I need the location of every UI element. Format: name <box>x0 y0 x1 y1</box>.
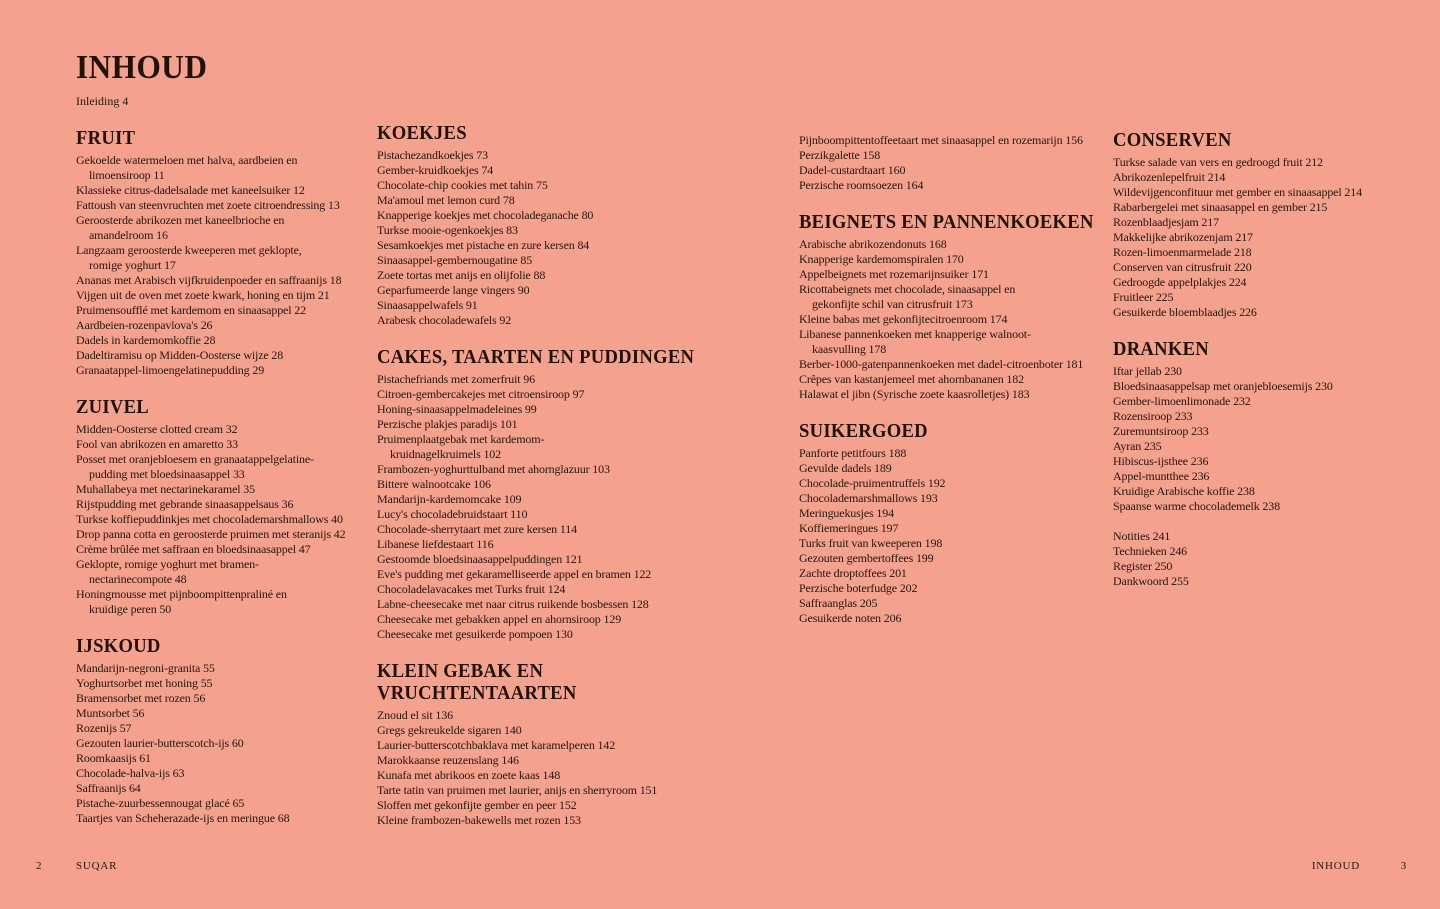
toc-entry <box>76 198 376 213</box>
toc-entry <box>1113 409 1433 424</box>
toc-entry-line: Sinaasappelwafels 91 <box>377 298 478 312</box>
toc-entry <box>76 706 376 721</box>
section-heading: ZUIVEL <box>76 396 150 418</box>
toc-entry-line: Bittere walnootcake 106 <box>377 477 491 491</box>
toc-entry-line: Meringuekusjes 194 <box>799 506 894 520</box>
section-entries <box>799 133 1113 193</box>
toc-entry <box>76 587 376 617</box>
toc-entry-line-continuation: kaasvulling 178 <box>812 342 887 356</box>
toc-entry <box>377 537 689 552</box>
toc-entry-line: Appelbeignets met rozemarijnsuiker 171 <box>799 267 989 281</box>
toc-entry-line: Knapperige kardemomspiralen 170 <box>799 252 964 266</box>
toc-entry <box>1113 170 1433 185</box>
toc-entry-line: Turkse koffiepuddinkjes met chocolademarshmallows 40 <box>76 512 343 526</box>
toc-entry <box>377 798 689 813</box>
toc-entry <box>799 506 1113 521</box>
toc-entry <box>76 497 376 512</box>
toc-entry <box>1113 230 1433 245</box>
toc-entry-line: Roomkaasijs 61 <box>76 751 151 765</box>
toc-entry <box>377 253 689 268</box>
toc-entry-line: Pistachezandkoekjes 73 <box>377 148 488 162</box>
toc-entry <box>377 462 689 477</box>
toc-entry-line: Register 250 <box>1113 559 1173 573</box>
toc-entry-line: Kleine babas met gekonfijtecitroenroom 174 <box>799 312 1008 326</box>
toc-entry-line: Zoete tortas met anijs en olijfolie 88 <box>377 268 546 282</box>
toc-entry-line: Perzische roomsoezen 164 <box>799 178 924 192</box>
toc-entry-line-continuation: kruidnagelkruimels 102 <box>390 447 502 461</box>
toc-entry <box>377 432 689 462</box>
toc-entry-line: Gember-kruidkoekjes 74 <box>377 163 494 177</box>
toc-entry-line: Dadel-custardtaart 160 <box>799 163 906 177</box>
footer-section-label: INHOUD <box>1311 860 1360 872</box>
toc-entry-line: Fool van abrikozen en amaretto 33 <box>76 437 238 451</box>
toc-entry-line: Saffraanglas 205 <box>799 596 878 610</box>
toc-entry <box>377 783 689 798</box>
toc-entry-line: Taartjes van Scheherazade-ijs en meringue 68 <box>76 811 290 825</box>
toc-entry-line: Perzische plakjes paradijs 101 <box>377 417 518 431</box>
toc-entry-line: Fattoush van steenvruchten met zoete citroendressing 13 <box>76 198 340 212</box>
toc-entry-line: Gember-limoenlimonade 232 <box>1113 394 1251 408</box>
toc-entry-line: Gregs gekreukelde sigaren 140 <box>377 723 522 737</box>
toc-entry <box>76 422 376 437</box>
section-heading: FRUIT <box>76 127 136 149</box>
toc-entry-line: Libanese liefdestaart 116 <box>377 537 494 551</box>
section-entries <box>1113 155 1433 320</box>
toc-entry-line: Iftar jellab 230 <box>1113 364 1182 378</box>
toc-entry <box>799 372 1113 387</box>
toc-entry-line: Muntsorbet 56 <box>76 706 145 720</box>
toc-entry-line: Koffiemeringues 197 <box>799 521 899 535</box>
toc-section <box>377 346 695 642</box>
toc-entry <box>76 437 376 452</box>
toc-entry <box>377 492 689 507</box>
toc-entry-line: Kruidige Arabische koffie 238 <box>1113 484 1255 498</box>
toc-entry <box>377 238 689 253</box>
toc-entry <box>76 661 376 676</box>
toc-entry <box>799 163 1113 178</box>
toc-entry <box>377 522 689 537</box>
section-entries <box>377 708 689 828</box>
toc-entry <box>799 461 1113 476</box>
toc-entry <box>1113 200 1433 215</box>
toc-entry <box>76 288 376 303</box>
toc-entry <box>377 163 689 178</box>
toc-entry <box>1113 499 1433 514</box>
toc-entry <box>76 527 376 542</box>
footer-page-number-right: 3 <box>1400 860 1407 872</box>
toc-entry <box>1113 394 1433 409</box>
toc-entry-line: Sinaasappel-gembernougatine 85 <box>377 253 533 267</box>
toc-entry <box>377 313 689 328</box>
toc-entry-line-continuation: limoensiroop 11 <box>89 168 165 182</box>
toc-entry <box>799 267 1113 282</box>
toc-entry-line: Appel-muntthee 236 <box>1113 469 1210 483</box>
toc-entry-line: Sloffen met gekonfijte gember en peer 152 <box>377 798 577 812</box>
toc-entry <box>377 507 689 522</box>
toc-entry-line: Perzikgalette 158 <box>799 148 881 162</box>
toc-entry-line: Labne-cheesecake met naar citrus ruikende bosbessen 128 <box>377 597 649 611</box>
toc-entry-line-continuation: amandelroom 16 <box>89 228 168 242</box>
toc-entry-line: Cheesecake met gesuikerde pompoen 130 <box>377 627 573 641</box>
toc-entry-line: Pistache-zuurbessennougat glacé 65 <box>76 796 245 810</box>
toc-entry-line: Gestoomde bloedsinaasappelpuddingen 121 <box>377 552 583 566</box>
toc-entry-line: Spaanse warme chocolademelk 238 <box>1113 499 1280 513</box>
section-heading: KOEKJES <box>377 122 467 144</box>
toc-entry <box>377 208 689 223</box>
section-entries <box>377 372 689 642</box>
toc-entry-line: Dadeltiramisu op Midden-Oosterse wijze 28 <box>76 348 284 362</box>
toc-entry <box>76 183 376 198</box>
toc-entry-line: Abrikozenlepelfruit 214 <box>1113 170 1226 184</box>
toc-entry-line: Arabesk chocoladewafels 92 <box>377 313 512 327</box>
toc-entry <box>377 268 689 283</box>
toc-entry <box>76 273 376 288</box>
toc-entry <box>377 298 689 313</box>
toc-entry <box>76 766 376 781</box>
toc-entry-line-continuation: nectarinecompote 48 <box>89 572 187 586</box>
toc-entry <box>799 312 1113 327</box>
toc-entry-line: Chocolade-sherrytaart met zure kersen 114 <box>377 522 577 536</box>
toc-entry-line: Rozen-limoenmarmelade 218 <box>1113 245 1252 259</box>
toc-entry-line: Gezouten gembertoffees 199 <box>799 551 934 565</box>
toc-entry <box>799 282 1113 312</box>
toc-entry-line: Marokkaanse reuzenslang 146 <box>377 753 519 767</box>
toc-entry <box>76 736 376 751</box>
toc-entry-line: Cheesecake met gebakken appel en ahornsiroop 129 <box>377 612 622 626</box>
toc-entry-line: Drop panna cotta en geroosterde pruimen met steranijs 42 <box>76 527 346 541</box>
toc-entry <box>799 178 1113 193</box>
toc-entry-line: Gevulde dadels 189 <box>799 461 892 475</box>
toc-entry <box>377 813 689 828</box>
toc-entry-line: Gesuikerde noten 206 <box>799 611 902 625</box>
toc-column-4 <box>1113 129 1433 589</box>
toc-entry-line: Dankwoord 255 <box>1113 574 1189 588</box>
toc-entry <box>377 178 689 193</box>
toc-entry-line: Aardbeien-rozenpavlova's 26 <box>76 318 213 332</box>
section-heading: DRANKEN <box>1113 338 1209 360</box>
toc-entry <box>1113 484 1433 499</box>
toc-entry-line: Rabarbergelei met sinaasappel en gember 215 <box>1113 200 1328 214</box>
toc-entry-line: Chocolade-pruimentruffels 192 <box>799 476 946 490</box>
toc-entry-line: Geroosterde abrikozen met kaneelbrioche en <box>76 213 285 227</box>
toc-entry-line: Rozenijs 57 <box>76 721 132 735</box>
toc-entry <box>377 477 689 492</box>
toc-section <box>76 127 376 378</box>
toc-entry-line: Turks fruit van kweeperen 198 <box>799 536 943 550</box>
toc-entry-line: Perzische boterfudge 202 <box>799 581 918 595</box>
toc-entry <box>76 691 376 706</box>
toc-entry <box>76 318 376 333</box>
toc-entry <box>1113 424 1433 439</box>
toc-entry-line: Vijgen uit de oven met zoete kwark, honing en tijm 21 <box>76 288 330 302</box>
toc-entry <box>76 363 376 378</box>
toc-entry-line-continuation: romige yoghurt 17 <box>89 258 176 272</box>
toc-entry <box>1113 379 1433 394</box>
section-heading: IJSKOUD <box>76 635 161 657</box>
toc-entry-line: Geklopte, romige yoghurt met bramen- <box>76 557 259 571</box>
toc-entry <box>76 781 376 796</box>
toc-entry-line: Dadels in kardemomkoffie 28 <box>76 333 216 347</box>
toc-entry <box>1113 364 1433 379</box>
toc-entry-line: Mandarijn-negroni-granita 55 <box>76 661 215 675</box>
toc-entry-line: Rozensiroop 233 <box>1113 409 1193 423</box>
toc-entry <box>1113 275 1433 290</box>
toc-entry <box>76 512 376 527</box>
toc-entry-line: Fruitleer 225 <box>1113 290 1174 304</box>
toc-entry-line: Makkelijke abrikozenjam 217 <box>1113 230 1253 244</box>
toc-entry <box>799 446 1113 461</box>
toc-entry-line: Pruimensoufflé met kardemom en sinaasappel 22 <box>76 303 306 317</box>
toc-entry <box>377 723 689 738</box>
toc-entry <box>799 491 1113 506</box>
toc-entry <box>76 542 376 557</box>
toc-entry-line: Chocolade-halva-ijs 63 <box>76 766 185 780</box>
intro-entry: Inleiding 4 <box>76 94 129 108</box>
toc-entry-line: Midden-Oosterse clotted cream 32 <box>76 422 238 436</box>
toc-entry <box>377 753 689 768</box>
toc-entry <box>1113 185 1433 200</box>
toc-entry <box>76 452 376 482</box>
toc-entry <box>377 372 689 387</box>
section-entries <box>1113 364 1433 514</box>
toc-entry-line: Ricottabeignets met chocolade, sinaasappel en <box>799 282 1016 296</box>
toc-entry-line: Rozenblaadjesjam 217 <box>1113 215 1219 229</box>
toc-entry <box>377 402 689 417</box>
toc-entry <box>377 612 689 627</box>
toc-entry-line: Gekoelde watermeloen met halva, aardbeien en <box>76 153 298 167</box>
toc-entry <box>1113 574 1433 589</box>
toc-entry-line: Bloedsinaasappelsap met oranjebloesemijs 230 <box>1113 379 1333 393</box>
toc-entry <box>76 243 376 273</box>
toc-entry-line: Halawat el jibn (Syrische zoete kaasrolletjes) 183 <box>799 387 1030 401</box>
toc-entry <box>799 237 1113 252</box>
toc-entry-line-continuation: kruidige peren 50 <box>89 602 172 616</box>
toc-entry <box>76 333 376 348</box>
page-title: INHOUD <box>76 49 208 86</box>
toc-entry <box>799 536 1113 551</box>
toc-entry-line: Hibiscus-ijsthee 236 <box>1113 454 1209 468</box>
toc-entry <box>76 676 376 691</box>
toc-section <box>1113 529 1433 589</box>
toc-section <box>377 122 689 328</box>
toc-entry-line: Gezouten laurier-butterscotch-ijs 60 <box>76 736 244 750</box>
section-entries <box>799 446 1113 626</box>
toc-entry-line: Panforte petitfours 188 <box>799 446 907 460</box>
toc-entry-line: Geparfumeerde lange vingers 90 <box>377 283 530 297</box>
toc-entry <box>377 738 689 753</box>
section-entries <box>799 237 1113 402</box>
toc-entry <box>1113 290 1433 305</box>
toc-entry-line: Muhallabeya met nectarinekaramel 35 <box>76 482 255 496</box>
toc-entry <box>1113 215 1433 230</box>
toc-section <box>799 420 1113 626</box>
toc-entry <box>377 193 689 208</box>
toc-entry <box>377 387 689 402</box>
toc-entry-line: Klassieke citrus-dadelsalade met kaneelsuiker 12 <box>76 183 305 197</box>
toc-entry-line: Chocolate-chip cookies met tahin 75 <box>377 178 548 192</box>
section-entries <box>76 153 376 378</box>
toc-entry <box>799 611 1113 626</box>
toc-entry <box>76 811 376 826</box>
toc-entry-line: Zachte droptoffees 201 <box>799 566 907 580</box>
toc-entry-line: Arabische abrikozendonuts 168 <box>799 237 947 251</box>
toc-entry <box>377 768 689 783</box>
toc-entry <box>377 283 689 298</box>
toc-entry-line: Turkse mooie-ogenkoekjes 83 <box>377 223 518 237</box>
toc-entry-line: Crêpes van kastanjemeel met ahornbananen 182 <box>799 372 1024 386</box>
toc-entry-line: Lucy's chocoladebruidstaart 110 <box>377 507 528 521</box>
toc-entry-line: Libanese pannenkoeken met knapperige walnoot- <box>799 327 1031 341</box>
toc-entry <box>1113 454 1433 469</box>
toc-entry-line: Crème brûlée met saffraan en bloedsinaasappel 47 <box>76 542 311 556</box>
toc-entry-line: Sesamkoekjes met pistache en zure kersen 84 <box>377 238 590 252</box>
toc-entry <box>1113 469 1433 484</box>
toc-entry-line: Ayran 235 <box>1113 439 1162 453</box>
toc-entry <box>1113 245 1433 260</box>
toc-entry <box>76 482 376 497</box>
toc-entry <box>799 596 1113 611</box>
toc-entry <box>76 348 376 363</box>
toc-entry-line: Ma'amoul met lemon curd 78 <box>377 193 515 207</box>
toc-entry <box>799 133 1113 148</box>
section-heading: CAKES, TAARTEN EN PUDDINGEN <box>377 346 695 368</box>
toc-entry-line: Technieken 246 <box>1113 544 1188 558</box>
toc-entry-line: Znoud el sit 136 <box>377 708 453 722</box>
section-heading: SUIKERGOED <box>799 420 928 442</box>
toc-entry-line: Granaatappel-limoengelatinepudding 29 <box>76 363 265 377</box>
toc-entry-line: Honing-sinaasappelmadeleines 99 <box>377 402 537 416</box>
footer-page-number-left: 2 <box>36 860 43 872</box>
toc-entry-line: Tarte tatin van pruimen met laurier, anijs en sherryroom 151 <box>377 783 658 797</box>
toc-entry-line: Posset met oranjebloesem en granaatappelgelatine- <box>76 452 314 466</box>
toc-entry-line: Zuremuntsiroop 233 <box>1113 424 1209 438</box>
toc-entry-line: Chocoladelavacakes met Turks fruit 124 <box>377 582 566 596</box>
toc-entry <box>799 252 1113 267</box>
toc-entry <box>377 597 689 612</box>
section-heading: CONSERVEN <box>1113 129 1232 151</box>
toc-entry <box>76 153 376 183</box>
toc-entry <box>1113 260 1433 275</box>
toc-entry <box>1113 439 1433 454</box>
toc-entry <box>1113 155 1433 170</box>
toc-entry <box>799 357 1113 372</box>
toc-entry-line: Gedroogde appelplakjes 224 <box>1113 275 1247 289</box>
toc-entry-line: Eve's pudding met gekaramelliseerde appel en bramen 122 <box>377 567 652 581</box>
toc-entry-line: Langzaam geroosterde kweeperen met geklopte, <box>76 243 302 257</box>
toc-section <box>76 635 376 826</box>
section-entries <box>76 422 376 617</box>
toc-column-1 <box>76 51 376 826</box>
toc-section <box>799 133 1113 193</box>
toc-entry <box>76 751 376 766</box>
toc-entry-line: Honingmousse met pijnboompittenpraliné en <box>76 587 287 601</box>
toc-section <box>799 211 1113 402</box>
toc-section <box>1113 338 1433 514</box>
toc-entry-line-continuation: pudding met bloedsinaasappel 33 <box>89 467 245 481</box>
toc-entry-line: Mandarijn-kardemomcake 109 <box>377 492 522 506</box>
toc-section <box>76 396 376 617</box>
footer-book-title: SUQAR <box>76 860 118 872</box>
toc-entry-line: Kunafa met abrikoos en zoete kaas 148 <box>377 768 561 782</box>
toc-entry <box>377 627 689 642</box>
toc-entry-line: Kleine frambozen-bakewells met rozen 153 <box>377 813 581 827</box>
toc-entry-line: Pistachefriands met zomerfruit 96 <box>377 372 535 386</box>
toc-column-3 <box>799 133 1113 626</box>
toc-entry-line: Berber-1000-gatenpannenkoeken met dadel-citroenboter 181 <box>799 357 1084 371</box>
toc-entry <box>76 721 376 736</box>
toc-entry <box>1113 305 1433 320</box>
toc-entry <box>799 551 1113 566</box>
section-entries <box>377 148 689 328</box>
toc-entry <box>377 552 689 567</box>
toc-entry <box>76 303 376 318</box>
toc-entry-line: Saffraanijs 64 <box>76 781 141 795</box>
toc-entry-line: Yoghurtsorbet met honing 55 <box>76 676 213 690</box>
toc-entry-line: Bramensorbet met rozen 56 <box>76 691 206 705</box>
toc-entry-line: Turkse salade van vers en gedroogd fruit 212 <box>1113 155 1323 169</box>
section-entries <box>76 661 376 826</box>
toc-entry <box>1113 559 1433 574</box>
toc-entry-line: Chocolademarshmallows 193 <box>799 491 938 505</box>
toc-section <box>1113 129 1433 320</box>
toc-entry-line: Pijnboompittentoffeetaart met sinaasappel en rozemarijn 156 <box>799 133 1083 147</box>
toc-entry <box>799 476 1113 491</box>
toc-entry-line: Notities 241 <box>1113 529 1171 543</box>
toc-entry <box>799 581 1113 596</box>
toc-entry-line: Wildevijgenconfituur met gember en sinaasappel 214 <box>1113 185 1362 199</box>
toc-entry-line: Gesuikerde bloemblaadjes 226 <box>1113 305 1257 319</box>
toc-entry <box>377 223 689 238</box>
toc-entry <box>377 567 689 582</box>
toc-entry <box>377 417 689 432</box>
toc-entry-line: Conserven van citrusfruit 220 <box>1113 260 1252 274</box>
toc-entry <box>76 796 376 811</box>
toc-entry <box>1113 544 1433 559</box>
toc-column-2 <box>377 122 695 828</box>
toc-entry <box>799 148 1113 163</box>
toc-entry-line: Citroen-gembercakejes met citroensiroop 97 <box>377 387 585 401</box>
toc-entry <box>377 708 689 723</box>
toc-entry <box>377 582 689 597</box>
section-heading: BEIGNETS EN PANNENKOEKEN <box>799 211 1094 233</box>
toc-entry <box>799 521 1113 536</box>
toc-entry <box>377 148 689 163</box>
section-heading: KLEIN GEBAK EN VRUCHTENTAARTEN <box>377 660 577 704</box>
toc-entry <box>1113 529 1433 544</box>
toc-entry-line: Frambozen-yoghurttulband met ahornglazuur 103 <box>377 462 610 476</box>
toc-entry-line: Ananas met Arabisch vijfkruidenpoeder en saffraanijs 18 <box>76 273 342 287</box>
toc-section <box>377 660 689 828</box>
toc-entry <box>76 557 376 587</box>
toc-entry-line: Laurier-butterscotchbaklava met karamelperen 142 <box>377 738 616 752</box>
toc-entry-line: Knapperige koekjes met chocoladeganache 80 <box>377 208 594 222</box>
toc-entry-line: Pruimenplaatgebak met kardemom- <box>377 432 545 446</box>
toc-entry-line-continuation: gekonfijte schil van citrusfruit 173 <box>812 297 973 311</box>
toc-entry <box>799 327 1113 357</box>
section-entries <box>1113 529 1433 589</box>
toc-entry <box>799 387 1113 402</box>
toc-entry <box>76 213 376 243</box>
toc-entry <box>799 566 1113 581</box>
toc-entry-line: Rijstpudding met gebrande sinaasappelsaus 36 <box>76 497 294 511</box>
